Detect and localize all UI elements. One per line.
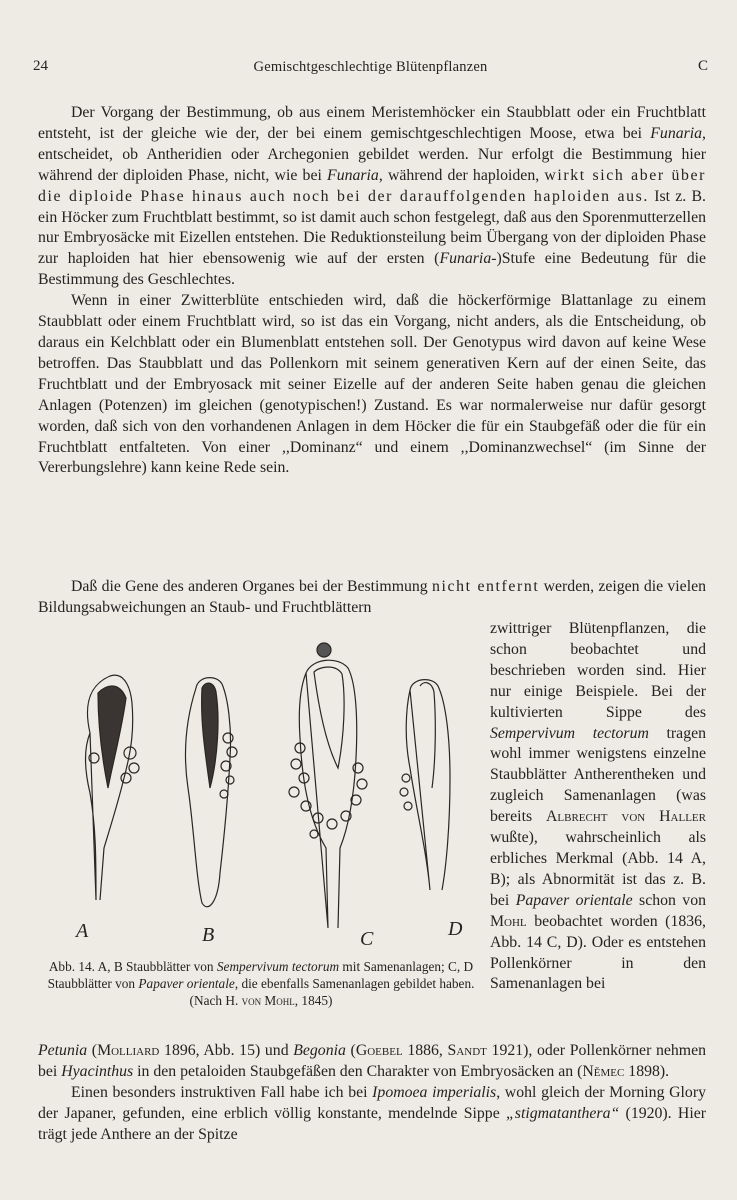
right-column-text: zwittriger Blütenpflanzen, die schon beobachtet und beschrieben worden sind. Hier nur einige Beispiele. Bei der kultivierten Sippe des Sempervivum tectorum tragen wohl immer wenigstens einzelne Staubblätter Antherentheken und zugleich Samenanlagen (was bereits Albrecht von Haller wußte), wahrscheinlich als erbliches Merkmal (Abb. 14 A, B); als Abnormität ist das z. B. bei Papaver orientale schon von Mohl beobachtet worden (1836, Abb. 14 C, D). Oder es entstehen Pollenkörner in den Samenanlagen bei: [490, 620, 707, 993]
paragraph: Petunia (Molliard 1896, Abb. 15) und Begonia (Goebel 1886, Sandt 1921), oder Pollenkörner nehmen bei Hyacinthus in den petaloiden Staubgefäßen den Charakter von Embryosäcken an (Němec 1898).: [38, 1042, 706, 1080]
stamen-illustration: [38, 628, 484, 958]
spaced-emphasis: nicht entfernt: [431, 578, 540, 595]
body-section-1: [38, 103, 706, 479]
body-section-2: [38, 577, 706, 619]
running-title: Gemischtgeschlechtige Blütenpflanzen: [253, 59, 488, 75]
running-header: [33, 58, 708, 82]
stamen-d: [400, 680, 450, 890]
figure-label-c: C: [360, 928, 374, 950]
paragraph: Daß die Gene des anderen Organes bei der Bestimmung nicht entfernt werden, zeigen die vielen Bildungsabweichungen an Staub- und Fruchtblättern: [38, 578, 706, 616]
stamen-a: [86, 675, 140, 900]
spaced-emphasis: wirkt sich aber über die diploide Phase hinaus auch noch bei der darauffolgenden haploiden aus.: [38, 166, 707, 205]
figure-14: [38, 628, 484, 958]
body-section-3: [38, 1041, 706, 1146]
stamen-c: [289, 643, 367, 928]
section-mark: C: [697, 58, 708, 74]
paragraph: Wenn in einer Zwitterblüte entschieden wird, daß die höckerförmige Blattanlage zu einem Staubblatt oder einem Fruchtblatt wird, so ist das ein Vorgang, nicht anders, als die Entscheidung, ob daraus ein Kelchblatt oder ein Blumenblatt entstehen soll. Der Genotypus wird davon auf keine Wese betroffen. Das Staubblatt und das Pollenkorn mit seinem generativen Kern auf der einen Seite, das Fruchtblatt und der Embryosack mit seiner Eizelle auf der anderen Seite haben genau die gleichen Anlagen (Potenzen) im gleichen (genotypischen!) Zustand. Es war normalerweise nur dafür gesorgt worden, daß sich von den vorhandenen Anlagen in dem Höcker die für ein Staubgefäß oder die für ein Fruchtblatt entfalteten. Von einer ,,Dominanz“ und einem ,,Dominanzwechsel“ (im Sinne der Vererbungslehre) kann keine Rede sein.: [38, 292, 706, 477]
stamen-b: [186, 678, 237, 907]
figure-label-b: B: [202, 924, 215, 946]
paragraph: Der Vorgang der Bestimmung, ob aus einem Meristemhöcker ein Staubblatt oder ein Fruchtblatt entsteht, ist der gleiche wie der, der bei einem gemischtgeschlechtigen Moose, etwa bei Funaria, entscheidet, ob Antheridien oder Archegonien gebildet werden. Nur erfolgt die Bestimmung hier während der diploiden Phase, nicht, wie bei Funaria, während der haploiden, wirkt sich aber über die diploide Phase hinaus auch noch bei der darauffolgenden haploiden aus. Ist z. B. ein Höcker zum Fruchtblatt bestimmt, so ist damit auch schon festgelegt, daß aus den Sporenmutterzellen nur Embryosäcke mit Eizellen entstehen. Die Reduktionsteilung beim Übergang von der diploiden Phase zur haploiden hat hier ebensowenig wie auf der ersten (Funaria-)Stufe eine Bedeutung für die Bestimmung des Geschlechtes.: [38, 104, 707, 289]
paragraph: Einen besonders instruktiven Fall habe ich bei Ipomoea imperialis, wohl gleich der Morning Glory der Japaner, gefunden, eine erblich völlig konstante, mendelnde Sippe „stigmatanthera“ (1920). Hier trägt jede Anthere an der Spitze: [38, 1083, 706, 1143]
figure-caption: Abb. 14. A, B Staubblätter von Sempervivum tectorum mit Samenanlagen; C, D Staubblätter von Papaver orientale, die ebenfalls Samenanlagen gebildet haben. (Nach H. von Mohl, 1845): [47, 959, 475, 1008]
figure-label-a: A: [76, 920, 89, 942]
figure-label-d: D: [448, 918, 463, 940]
page-number: 24: [33, 58, 48, 74]
